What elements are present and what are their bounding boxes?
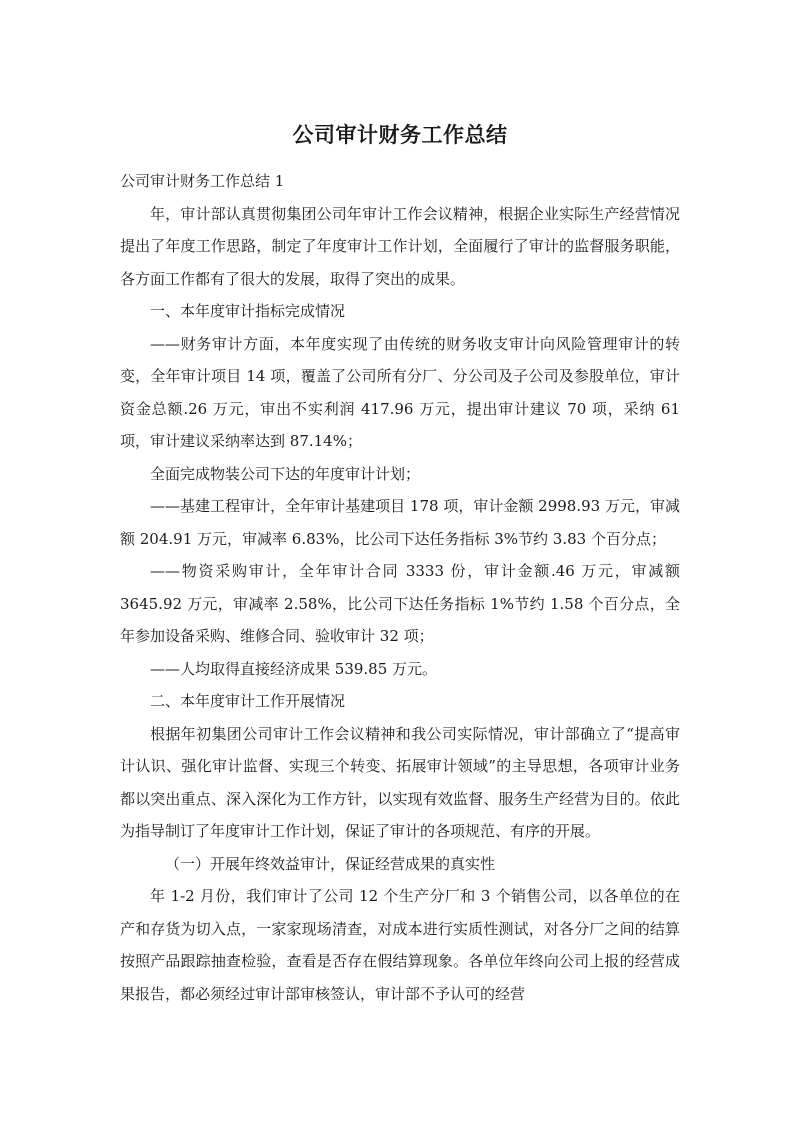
paragraph-intro: 年，审计部认真贯彻集团公司年审计工作会议精神，根据企业实际生产经营情况提出了年度工作思路，制定了年度审计工作计划，全面履行了审计的监督服务职能，各方面工作都有了很大的发展，取得了突出的成果。 bbox=[120, 204, 680, 288]
document-title: 公司审计财务工作总结 bbox=[292, 123, 508, 147]
paragraph-procurement-audit: ——物资采购审计，全年审计合同 3333 份，审计金额.46 万元，审减额 3645.92 万元，审减率 2.58%，比公司下达任务指标 1%节约 1.58 个百分点，全年参加设备采购、维修合同、验收审计 32 项； bbox=[120, 562, 680, 645]
heading-subsection-1: （一）开展年终效益审计，保证经营成果的真实性 bbox=[165, 854, 496, 873]
document-page bbox=[120, 118, 680, 1010]
paragraph-financial-audit: ——财务审计方面，本年度实现了由传统的财务收支审计向风险管理审计的转变，全年审计项目 14 项，覆盖了公司所有分厂、分公司及子公司及参股单位，审计资金总额.26 万元，审出不实利润 417.96 万元，提出审计建议 70 项，采纳 61 项，审计建议采纳率达到 87.14%； bbox=[120, 334, 680, 450]
document-subtitle: 公司审计财务工作总结 1 bbox=[120, 172, 285, 190]
heading-section-2: 二、本年度审计工作开展情况 bbox=[150, 692, 346, 710]
paragraph-construction-audit: ——基建工程审计，全年审计基建项目 178 项，审计金额 2998.93 万元，审减额 204.91 万元，审减率 6.83%，比公司下达任务指标 3%节约 3.83 个百分点； bbox=[120, 497, 680, 548]
paragraph-year-end-audit: 年 1-2 月份，我们审计了公司 12 个生产分厂和 3 个销售公司，以各单位的在产和存货为切入点，一家家现场清查，对成本进行实质性测试，对各分厂之间的结算按照产品跟踪抽查检验，查看是否存在假结算现象。各单位年终向公司上报的经营成果报告，都必须经过审计部审核签认，审计部不予认可的经营 bbox=[120, 887, 680, 1003]
paragraph-per-capita-result: ——人均取得直接经济成果 539.85 万元。 bbox=[150, 659, 438, 678]
heading-section-1: 一、本年度审计指标完成情况 bbox=[150, 302, 346, 320]
paragraph-annual-plan: 全面完成物装公司下达的年度审计计划； bbox=[150, 464, 421, 483]
paragraph-guiding-thought: 根据年初集团公司审计工作会议精神和我公司实际情况，审计部确立了“提高审计认识、强化审计监督、实现三个转变、拓展审计领域”的主导思想，各项审计业务都以突出重点、深入深化为工作方针，以实现有效监督、服务生产经营为目的。依此为指导制订了年度审计工作计划，保证了审计的各项规范、有序的开展。 bbox=[120, 724, 680, 840]
